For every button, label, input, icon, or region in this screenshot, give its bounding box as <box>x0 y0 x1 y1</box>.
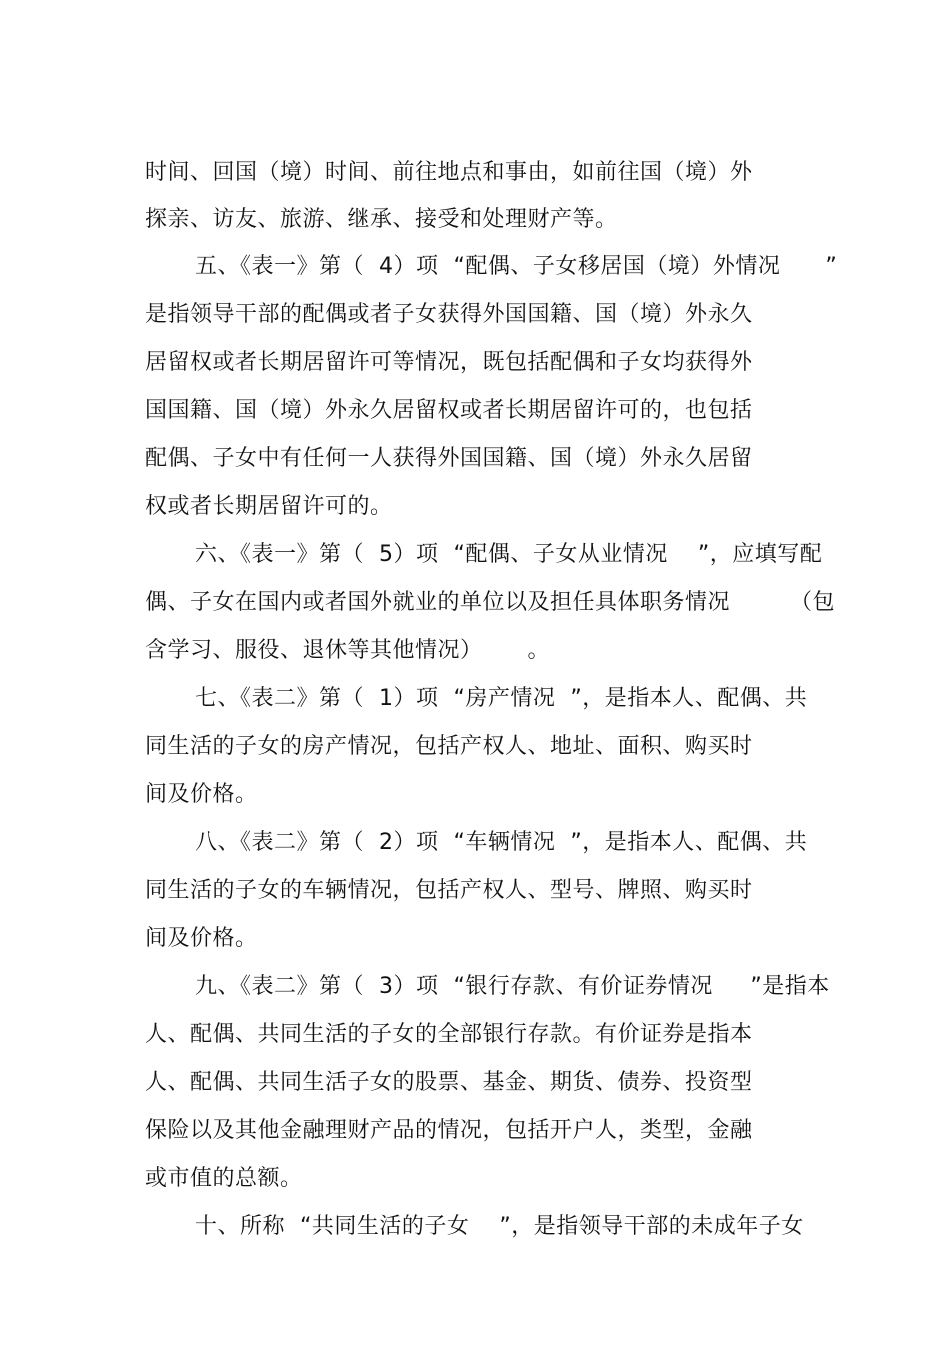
text-line-5: 居留权或者长期居留许可等情况，既包括配偶和子女均获得外 <box>145 350 753 375</box>
text-line-8: 权或者长期居留许可的。 <box>145 494 393 519</box>
text-line-16: 同生活的子女的车辆情况，包括产权人、型号、牌照、购买时 <box>145 878 753 903</box>
text-line-6: 国国籍、国（境）外永久居留权或者长期居留许可的，也包括 <box>145 398 753 423</box>
text-line-23: 十、所称 “共同生活的子女 ”，是指领导干部的未成年子女 <box>195 1214 804 1239</box>
text-line-14: 间及价格。 <box>145 782 258 807</box>
text-line-19: 人、配偶、共同生活的子女的全部银行存款。有价证券是指本 <box>145 1022 753 1047</box>
text-line-17: 间及价格。 <box>145 926 258 951</box>
text-line-18: 九、《表二》第（ 3）项 “银行存款、有价证券情况 ”是指本 <box>195 974 830 999</box>
text-line-2: 探亲、访友、旅游、继承、接受和处理财产等。 <box>145 207 618 232</box>
text-line-1: 时间、回国（境）时间、前往地点和事由，如前往国（境）外 <box>145 160 753 185</box>
text-line-7: 配偶、子女中有任何一人获得外国国籍、国（境）外永久居留 <box>145 446 753 471</box>
text-line-9: 六、《表一》第（ 5）项 “配偶、子女从业情况 ”，应填写配 <box>195 542 823 567</box>
text-line-15: 八、《表二》第（ 2）项 “车辆情况 ”，是指本人、配偶、共 <box>195 830 808 855</box>
text-line-13: 同生活的子女的房产情况，包括产权人、地址、面积、购买时 <box>145 734 753 759</box>
text-line-12: 七、《表二》第（ 1）项 “房产情况 ”，是指本人、配偶、共 <box>195 686 808 711</box>
text-line-22: 或市值的总额。 <box>145 1166 303 1191</box>
text-line-3: 五、《表一》第（ 4）项 “配偶、子女移居国（境）外情况 ” <box>195 254 838 279</box>
text-line-4: 是指领导干部的配偶或者子女获得外国国籍、国（境）外永久 <box>145 302 753 327</box>
text-line-21: 保险以及其他金融理财产品的情况，包括开户人，类型，金融 <box>145 1118 753 1143</box>
text-line-20: 人、配偶、共同生活子女的股票、基金、期货、债券、投资型 <box>145 1070 753 1095</box>
text-line-11: 含学习、服役、退休等其他情况） 。 <box>145 638 550 663</box>
text-line-10: 偶、子女在国内或者国外就业的单位以及担任具体职务情况 （包 <box>145 590 835 615</box>
